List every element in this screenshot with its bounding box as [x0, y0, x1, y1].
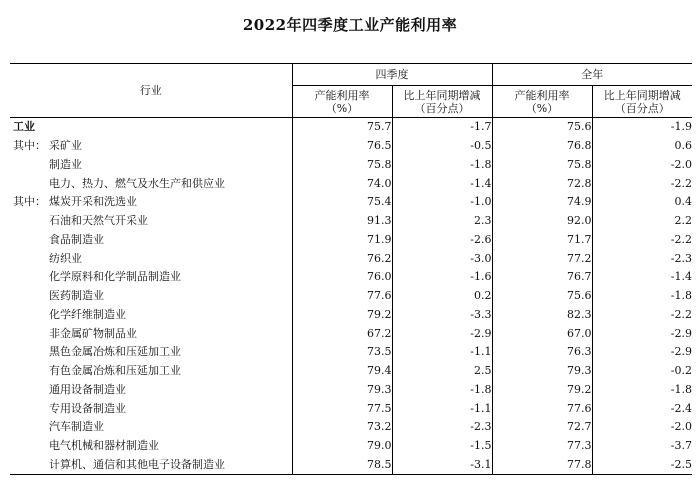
industry-name: 食品制造业 — [49, 232, 104, 246]
q4-rate-cell: 78.5 — [292, 456, 392, 475]
year-rate-cell: 76.3 — [492, 343, 592, 362]
year-rate-cell: 72.8 — [492, 174, 592, 193]
header-row-groups — [10, 64, 692, 86]
year-rate-cell: 79.3 — [492, 362, 592, 381]
q4-rate-cell: 76.5 — [292, 137, 392, 156]
industry-name: 化学纤维制造业 — [49, 307, 126, 321]
year-rate-cell: 77.8 — [492, 456, 592, 475]
table-row — [10, 174, 692, 193]
q4-rate-cell: 75.4 — [292, 193, 392, 212]
table-row — [10, 268, 692, 287]
table-row — [10, 137, 692, 156]
year-change-cell: -1.4 — [592, 268, 692, 287]
year-rate-cell: 77.3 — [492, 437, 592, 456]
industry-name: 医药制造业 — [49, 289, 104, 303]
year-rate-cell: 79.2 — [492, 381, 592, 400]
industry-name-cell — [10, 118, 292, 137]
year-change-cell: -1.9 — [592, 118, 692, 137]
q4-change-cell: -1.8 — [392, 156, 492, 175]
industry-name: 专用设备制造业 — [49, 401, 126, 415]
industry-name-cell — [10, 231, 292, 250]
industry-name: 汽车制造业 — [49, 420, 104, 434]
industry-name-cell — [10, 362, 292, 381]
year-change-cell: -2.3 — [592, 249, 692, 268]
q4-rate-cell: 71.9 — [292, 231, 392, 250]
year-change-cell: -2.5 — [592, 456, 692, 475]
year-change-cell: -3.7 — [592, 437, 692, 456]
q4-change-cell: -1.4 — [392, 174, 492, 193]
year-rate-cell: 92.0 — [492, 212, 592, 231]
table-row — [10, 456, 692, 475]
year-rate-cell: 77.6 — [492, 399, 592, 418]
table-row — [10, 249, 692, 268]
q4-change-cell: 0.2 — [392, 287, 492, 306]
year-change-cell: -0.2 — [592, 362, 692, 381]
industry-name-cell — [10, 418, 292, 437]
industry-name-cell — [10, 456, 292, 475]
industry-name-cell — [10, 437, 292, 456]
year-change-cell: -2.0 — [592, 156, 692, 175]
q4-change-cell: -0.5 — [392, 137, 492, 156]
industry-prefix: 其中： — [13, 139, 46, 153]
year-rate-cell: 71.7 — [492, 231, 592, 250]
q4-change-cell: -1.1 — [392, 399, 492, 418]
industry-name-cell — [10, 156, 292, 175]
q4-change-cell: -1.5 — [392, 437, 492, 456]
industry-name: 煤炭开采和洗选业 — [49, 195, 137, 209]
q4-rate-cell: 79.2 — [292, 306, 392, 325]
year-rate-cell: 72.7 — [492, 418, 592, 437]
q4-rate-cell: 77.6 — [292, 287, 392, 306]
year-change-cell: -2.2 — [592, 174, 692, 193]
utilization-table — [10, 63, 692, 475]
q4-change-cell: -1.8 — [392, 381, 492, 400]
q4-rate-cell: 91.3 — [292, 212, 392, 231]
column-group-year: 全年 — [492, 64, 692, 86]
year-change-cell: -2.4 — [592, 399, 692, 418]
year-change-cell: -1.8 — [592, 381, 692, 400]
header-text-line: （百分点） — [414, 101, 470, 115]
industry-name: 电力、热力、燃气及水生产和供应业 — [49, 176, 225, 190]
year-change-cell: -2.2 — [592, 306, 692, 325]
year-change-cell: -2.0 — [592, 418, 692, 437]
q4-rate-cell: 76.2 — [292, 249, 392, 268]
q4-change-cell: -2.9 — [392, 324, 492, 343]
industry-name: 非金属矿物制品业 — [49, 326, 137, 340]
year-change-cell: -2.9 — [592, 324, 692, 343]
table-row — [10, 418, 692, 437]
q4-rate-cell: 67.2 — [292, 324, 392, 343]
industry-name: 化学原料和化学制品制造业 — [49, 270, 181, 284]
table-row — [10, 212, 692, 231]
industry-name: 制造业 — [49, 157, 82, 171]
year-rate-cell: 74.9 — [492, 193, 592, 212]
q4-rate-cell: 79.3 — [292, 381, 392, 400]
year-rate-cell: 75.6 — [492, 118, 592, 137]
industry-name: 纺织业 — [49, 251, 82, 265]
table-row — [10, 362, 692, 381]
industry-name: 电气机械和器材制造业 — [49, 439, 159, 453]
q4-rate-cell: 79.4 — [292, 362, 392, 381]
q4-change-cell: -1.1 — [392, 343, 492, 362]
table-row — [10, 306, 692, 325]
year-rate-cell: 67.0 — [492, 324, 592, 343]
industry-name-cell — [10, 343, 292, 362]
q4-change-cell: -1.0 — [392, 193, 492, 212]
header-text-line: （%） — [325, 101, 359, 115]
header-text-line: 产能利用率 — [514, 88, 570, 102]
q4-change-cell: -3.3 — [392, 306, 492, 325]
table-row — [10, 343, 692, 362]
page-title: 2022年四季度工业产能利用率 — [242, 16, 458, 34]
q4-rate-cell: 76.0 — [292, 268, 392, 287]
header-text-line: 产能利用率 — [314, 88, 370, 102]
column-header-year-rate — [492, 86, 592, 118]
year-change-cell: 0.4 — [592, 193, 692, 212]
q4-rate-cell: 73.2 — [292, 418, 392, 437]
header-text-line: 比上年同期增减 — [403, 88, 481, 102]
industry-name-cell — [10, 381, 292, 400]
q4-change-cell: 2.5 — [392, 362, 492, 381]
column-header-industry: 行业 — [10, 64, 292, 118]
industry-name-cell — [10, 268, 292, 287]
year-change-cell: 0.6 — [592, 137, 692, 156]
q4-change-cell: -3.0 — [392, 249, 492, 268]
column-header-q4-change — [392, 86, 492, 118]
industry-name: 有色金属冶炼和压延加工业 — [49, 364, 181, 378]
industry-name: 计算机、通信和其他电子设备制造业 — [49, 457, 225, 471]
q4-rate-cell: 73.5 — [292, 343, 392, 362]
q4-change-cell: -1.7 — [392, 118, 492, 137]
q4-rate-cell: 79.0 — [292, 437, 392, 456]
industry-name-cell — [10, 287, 292, 306]
column-header-q4-rate — [292, 86, 392, 118]
column-header-year-change — [592, 86, 692, 118]
industry-name-cell — [10, 249, 292, 268]
q4-change-cell: -2.3 — [392, 418, 492, 437]
q4-rate-cell: 74.0 — [292, 174, 392, 193]
table-row — [10, 287, 692, 306]
header-text-line: 比上年同期增减 — [603, 88, 681, 102]
industry-prefix: 其中： — [13, 195, 46, 209]
industry-name-cell — [10, 306, 292, 325]
q4-change-cell: -3.1 — [392, 456, 492, 475]
year-change-cell: 2.2 — [592, 212, 692, 231]
q4-change-cell: 2.3 — [392, 212, 492, 231]
industry-name-cell — [10, 137, 292, 156]
year-change-cell: -1.8 — [592, 287, 692, 306]
industry-name: 工业 — [13, 120, 35, 134]
year-change-cell: -2.9 — [592, 343, 692, 362]
table-body — [10, 118, 692, 475]
table-row — [10, 324, 692, 343]
industry-name: 通用设备制造业 — [49, 382, 126, 396]
table-row — [10, 381, 692, 400]
year-rate-cell: 76.8 — [492, 137, 592, 156]
header-text-line: （百分点） — [614, 101, 670, 115]
table-row — [10, 231, 692, 250]
year-rate-cell: 75.8 — [492, 156, 592, 175]
table-row — [10, 437, 692, 456]
industry-name-cell — [10, 174, 292, 193]
year-rate-cell: 75.6 — [492, 287, 592, 306]
industry-name: 采矿业 — [49, 139, 82, 153]
industry-name-cell — [10, 212, 292, 231]
q4-rate-cell: 77.5 — [292, 399, 392, 418]
year-rate-cell: 77.2 — [492, 249, 592, 268]
q4-rate-cell: 75.8 — [292, 156, 392, 175]
industry-name: 石油和天然气开采业 — [49, 214, 148, 228]
industry-name-cell — [10, 193, 292, 212]
year-rate-cell: 76.7 — [492, 268, 592, 287]
industry-name: 黑色金属冶炼和压延加工业 — [49, 345, 181, 359]
table-row — [10, 118, 692, 137]
industry-name-cell — [10, 399, 292, 418]
industry-name-cell — [10, 324, 292, 343]
table-row — [10, 193, 692, 212]
q4-rate-cell: 75.7 — [292, 118, 392, 137]
year-change-cell: -2.2 — [592, 231, 692, 250]
table-row — [10, 156, 692, 175]
column-group-q4: 四季度 — [292, 64, 492, 86]
table-row — [10, 399, 692, 418]
year-rate-cell: 82.3 — [492, 306, 592, 325]
header-text-line: （%） — [525, 101, 559, 115]
q4-change-cell: -1.6 — [392, 268, 492, 287]
q4-change-cell: -2.6 — [392, 231, 492, 250]
